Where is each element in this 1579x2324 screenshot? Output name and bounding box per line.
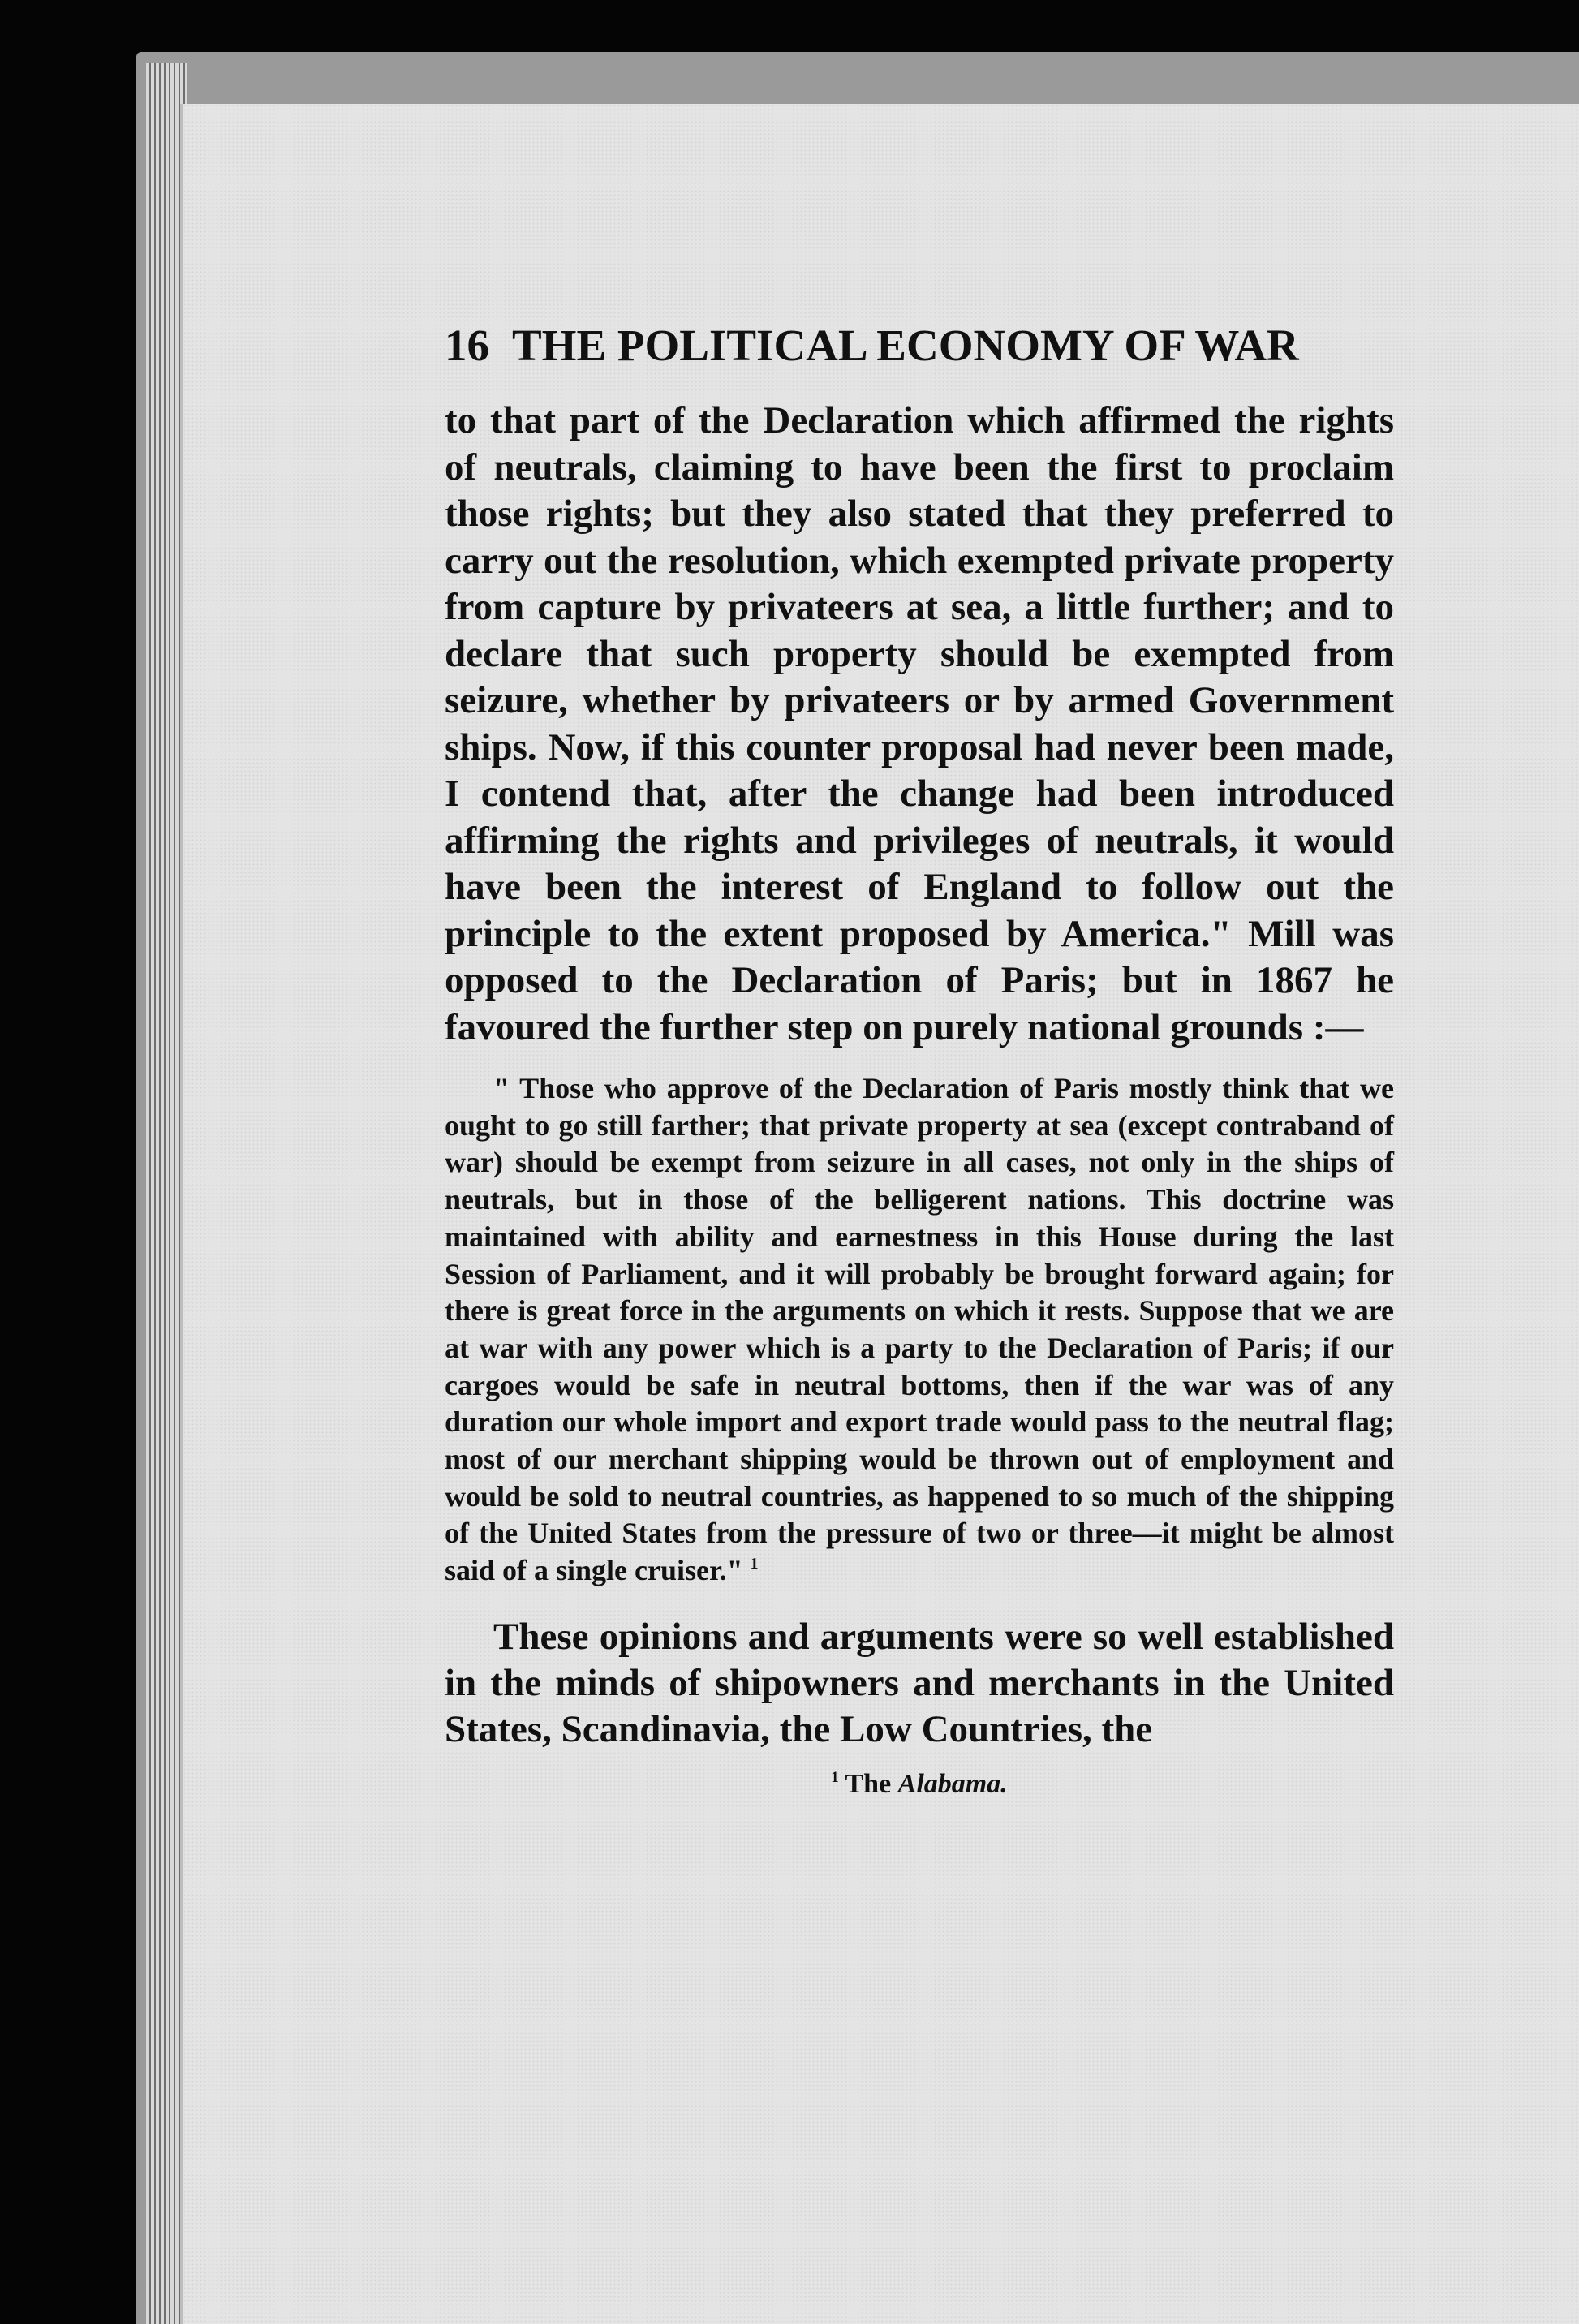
body-paragraph-2: These opinions and arguments were so well established in the minds of shipowners and merchants in the United States, Scandinavia, the Low Countries, the: [445, 1615, 1394, 1750]
footnote-italic-text: Alabama.: [897, 1768, 1008, 1799]
body-paragraph-1: to that part of the Declaration which affirmed the rights of neutrals, claiming to have been the first to proclaim those rights; but they also stated that they preferred to carry out the resolution, which exempted private property from capture by privateers at sea, a little further; and to declare that such property should be exempted from seizure, whether by privateers or by armed Government ships. Now, if this counter proposal had never been made, I contend that, after the change had been introduced affirming the rights and privileges of neutrals, it would have been the interest of England to follow out the principle to the extent proposed by America." Mill was opposed to the Declaration of Paris; but in 1867 he favoured the further step on purely national grounds :—: [445, 399, 1394, 1048]
footnote-mark: 1: [831, 1768, 839, 1786]
page-body: [445, 398, 1394, 1800]
block-quote: [445, 1070, 1394, 1590]
running-header: [445, 320, 1402, 371]
footnote: [445, 1769, 1394, 1800]
page-number: 16: [445, 321, 489, 370]
running-title: THE POLITICAL ECONOMY OF WAR: [512, 321, 1299, 370]
footnote-reference: 1: [750, 1555, 759, 1573]
footnote-prefix: The: [845, 1768, 892, 1799]
quote-text: " Those who approve of the Declaration of Paris mostly think that we ought to go still farther; that private property at sea (except contraband of war) should be exempt from seizure in all cases, not only in the ships of neutrals, but in those of the belligerent nations. This doctrine was maintained with ability and earnestness in this House during the last Session of Parliament, and it will probably be brought forward again; for there is great force in the arguments on which it rests. Suppose that we are at war with any power which is a party to the Declaration of Paris; if our cargoes would be safe in neutral bottoms, then if the war was of any duration our whole import and export trade would pass to the neutral flag; most of our merchant shipping would be thrown out of employment and would be sold to neutral countries, as happened to so much of the shipping of the United States from the pressure of two or three—it might be almost said of a single cruiser.": [445, 1072, 1394, 1587]
